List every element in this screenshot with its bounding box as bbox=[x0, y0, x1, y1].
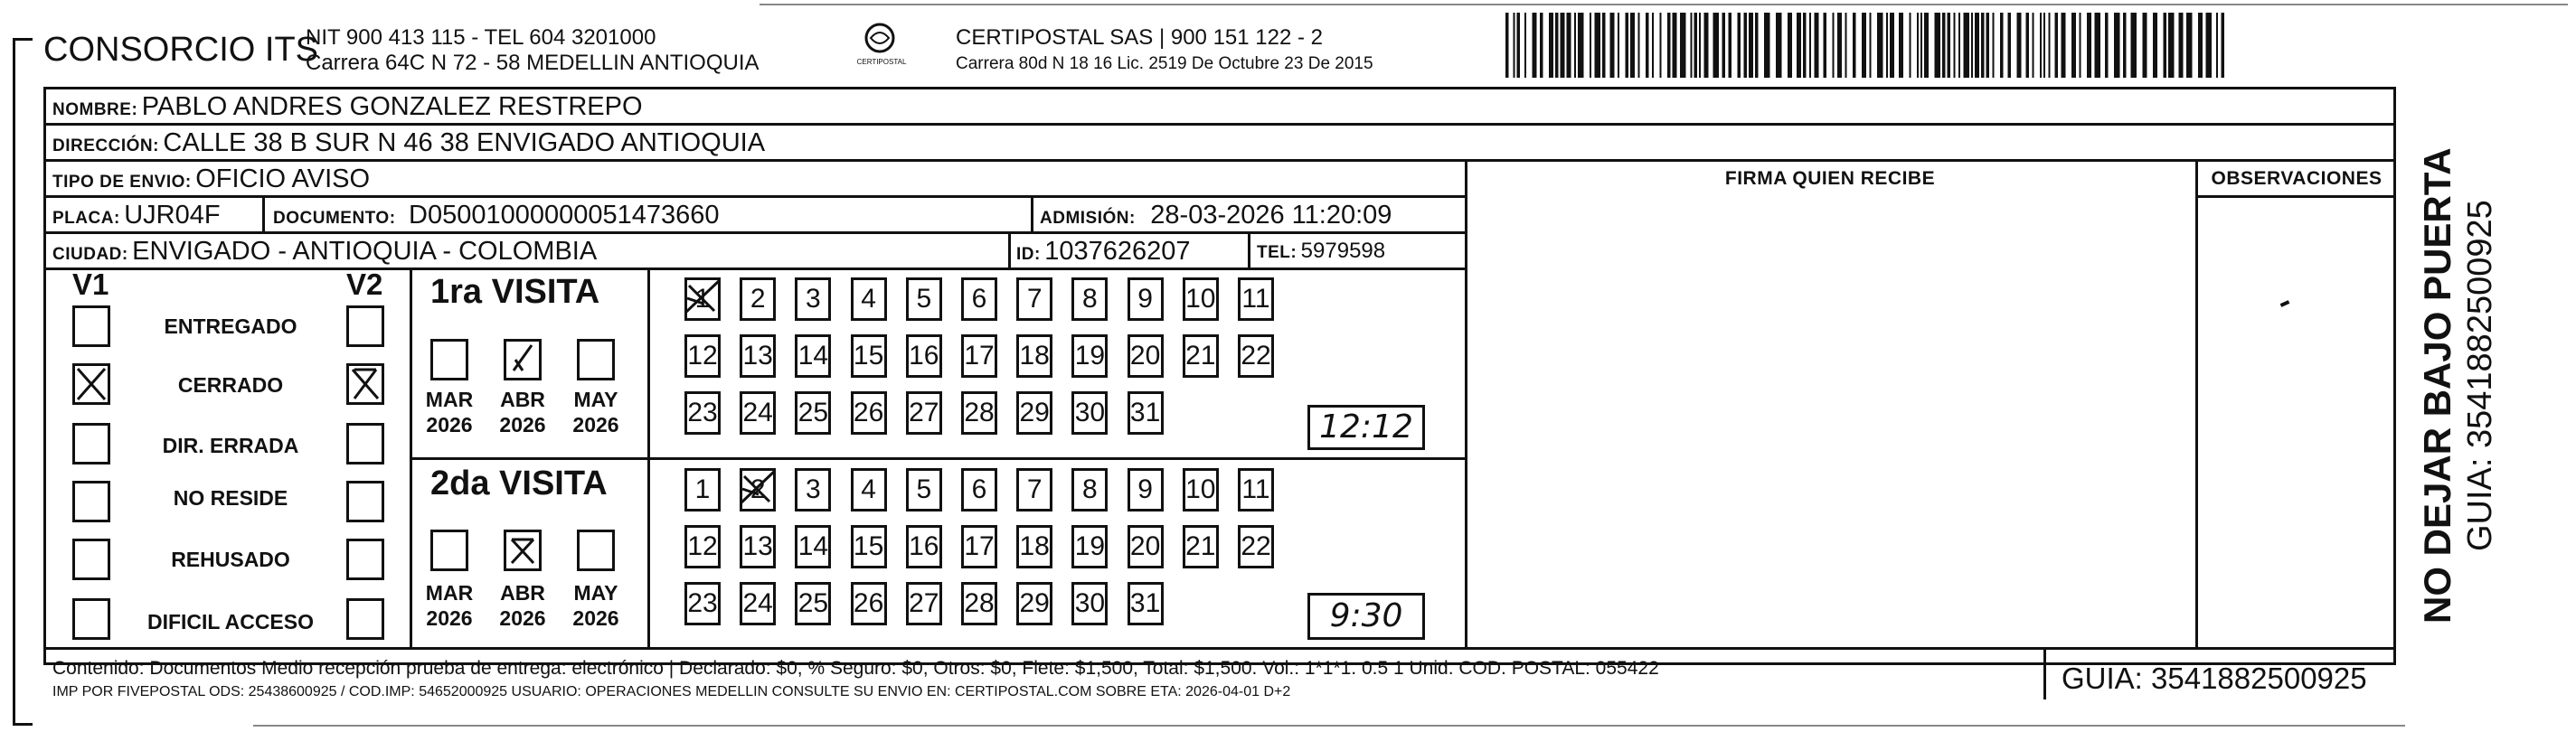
visita-1-day-30[interactable]: 30 bbox=[1071, 391, 1108, 435]
visita-1-may-box[interactable] bbox=[577, 339, 615, 380]
company-line-2: Carrera 64C N 72 - 58 MEDELLIN ANTIOQUIA bbox=[306, 51, 760, 75]
footer-guia: GUIA: 3541882500925 bbox=[2062, 662, 2367, 695]
visita-2-day-10[interactable]: 10 bbox=[1183, 468, 1219, 511]
admision-value: 28-03-2026 11:20:09 bbox=[1150, 201, 1392, 230]
direccion-value: CALLE 38 B SUR N 46 38 ENVIGADO ANTIOQUIA bbox=[163, 128, 766, 157]
documento-label: DOCUMENTO: bbox=[273, 209, 396, 228]
v2-dir-errada-checkbox[interactable] bbox=[346, 423, 384, 465]
observaciones-stroke bbox=[2280, 300, 2290, 307]
id-label: ID: bbox=[1016, 245, 1041, 264]
visita-2-title: 2da VISITA bbox=[430, 465, 608, 502]
visita-2-day-6[interactable]: 6 bbox=[961, 468, 997, 511]
visita-2-time: 9:30 bbox=[1307, 593, 1425, 640]
visita-1-day-25[interactable]: 25 bbox=[795, 391, 831, 435]
tel-label: TEL: bbox=[1257, 243, 1297, 262]
company-name: CONSORCIO ITS bbox=[43, 31, 319, 69]
v1-label: V1 bbox=[72, 267, 109, 301]
visita-1-day-11[interactable]: 11 bbox=[1238, 277, 1274, 321]
side-guia: GUIA: 3541882500925 bbox=[2461, 200, 2499, 551]
visita-2-day-28[interactable]: 28 bbox=[961, 582, 997, 625]
visita-1-day-5[interactable]: 5 bbox=[906, 277, 942, 321]
visita-1-day-14[interactable]: 14 bbox=[795, 334, 831, 378]
visita-2-may-box[interactable] bbox=[577, 530, 615, 571]
visita-1-day-12[interactable]: 12 bbox=[684, 334, 721, 378]
visita-1-day-18[interactable]: 18 bbox=[1016, 334, 1052, 378]
ciudad-value: ENVIGADO - ANTIOQUIA - COLOMBIA bbox=[132, 237, 598, 266]
nombre-label: NOMBRE: bbox=[52, 100, 138, 119]
visita-1-day-27[interactable]: 27 bbox=[906, 391, 942, 435]
placa-value: UJR04F bbox=[124, 201, 221, 230]
visita-2-day-4[interactable]: 4 bbox=[851, 468, 887, 511]
v1-dir-errada-checkbox[interactable] bbox=[72, 423, 110, 465]
visita-1-month-may: MAY 2026 bbox=[572, 388, 619, 436]
firma-label: FIRMA QUIEN RECIBE bbox=[1724, 168, 1936, 189]
status-dificil-acceso: DIFICIL ACCESO bbox=[146, 610, 314, 633]
admision-label: ADMISIÓN: bbox=[1040, 209, 1136, 228]
check-mark-icon bbox=[506, 342, 539, 378]
visita-2-day-23[interactable]: 23 bbox=[684, 582, 721, 625]
visita-2-month-may: MAY 2026 bbox=[572, 581, 619, 630]
visita-2-day-16[interactable]: 16 bbox=[906, 525, 942, 568]
visita-1-day-15[interactable]: 15 bbox=[851, 334, 887, 378]
check-x-icon bbox=[349, 366, 382, 402]
visita-2-day-11[interactable]: 11 bbox=[1238, 468, 1274, 511]
carrier-line-1: CERTIPOSTAL SAS | 900 151 122 - 2 bbox=[956, 25, 1323, 50]
v1-cerrado-checkbox[interactable] bbox=[72, 363, 110, 405]
footer-contenido: Contenido: Documentos Medio recepción prueba de entrega: electrónico | Declarado: $0, % Seguro: $0, Otros: $0, Flete: $1,500, Total: $1,500. Vol.: 1*1*1. 0.5 1 Unid. COD. POSTAL: 055422 bbox=[52, 658, 1659, 679]
placa-label: PLACA: bbox=[52, 209, 120, 228]
visita-1-title: 1ra VISITA bbox=[430, 273, 600, 311]
tel-value: 5979598 bbox=[1300, 239, 1386, 263]
v1-entregado-checkbox[interactable] bbox=[72, 305, 110, 347]
visita-2-day-12[interactable]: 12 bbox=[684, 525, 721, 568]
visita-1-day-3[interactable]: 3 bbox=[795, 277, 831, 321]
visita-2-day-27[interactable]: 27 bbox=[906, 582, 942, 625]
logo-caption: CERTIPOSTAL bbox=[856, 58, 907, 66]
visita-1-day-10[interactable]: 10 bbox=[1183, 277, 1219, 321]
check-x-icon bbox=[75, 366, 108, 402]
visita-1-day-26[interactable]: 26 bbox=[851, 391, 887, 435]
status-rehusado: REHUSADO bbox=[171, 548, 290, 571]
visita-1-mar-box[interactable] bbox=[430, 339, 468, 380]
visita-2-day-1[interactable]: 1 bbox=[684, 468, 721, 511]
v2-entregado-checkbox[interactable] bbox=[346, 305, 384, 347]
visita-1-day-16[interactable]: 16 bbox=[906, 334, 942, 378]
v1-no-reside-checkbox[interactable] bbox=[72, 481, 110, 522]
visita-2-month-mar: MAR 2026 bbox=[425, 581, 474, 630]
visita-1-day-31[interactable]: 31 bbox=[1128, 391, 1164, 435]
check-x-icon bbox=[506, 532, 539, 568]
visita-1-day-21[interactable]: 21 bbox=[1183, 334, 1219, 378]
visita-2-day-30[interactable]: 30 bbox=[1071, 582, 1108, 625]
v2-rehusado-checkbox[interactable] bbox=[346, 539, 384, 580]
visita-1-month-abr: ABR 2026 bbox=[499, 388, 546, 436]
day-check-icon bbox=[682, 277, 723, 318]
visita-1-day-9[interactable]: 9 bbox=[1128, 277, 1164, 321]
status-dir-errada: DIR. ERRADA bbox=[162, 434, 299, 457]
visita-1-day-1[interactable]: 1 bbox=[684, 277, 721, 321]
v1-rehusado-checkbox[interactable] bbox=[72, 539, 110, 580]
visita-2-mar-box[interactable] bbox=[430, 530, 468, 571]
visita-1-day-6[interactable]: 6 bbox=[961, 277, 997, 321]
status-entregado: ENTREGADO bbox=[164, 314, 297, 338]
documento-value: D05001000000051473660 bbox=[409, 201, 720, 230]
nombre-value: PABLO ANDRES GONZALEZ RESTREPO bbox=[141, 92, 643, 121]
visita-1-day-24[interactable]: 24 bbox=[740, 391, 776, 435]
observaciones-label: OBSERVACIONES bbox=[2211, 168, 2383, 189]
visita-2-day-13[interactable]: 13 bbox=[740, 525, 776, 568]
visita-2-day-2[interactable]: 2 bbox=[740, 468, 776, 511]
ciudad-label: CIUDAD: bbox=[52, 245, 128, 264]
visita-2-day-26[interactable]: 26 bbox=[851, 582, 887, 625]
v2-cerrado-checkbox[interactable] bbox=[346, 363, 384, 405]
visita-2-abr-box[interactable] bbox=[504, 530, 542, 571]
visita-1-day-4[interactable]: 4 bbox=[851, 277, 887, 321]
barcode bbox=[1505, 13, 2229, 78]
visita-2-day-29[interactable]: 29 bbox=[1016, 582, 1052, 625]
visita-1-day-22[interactable]: 22 bbox=[1238, 334, 1274, 378]
footer-imp: IMP POR FIVEPOSTAL ODS: 25438600925 / COD.IMP: 54652000925 USUARIO: OPERACIONES MEDELLIN CONSULTE SU ENVIO EN: CERTIPOSTAL.COM SOBRE ETA: 2026-04-01 D+2 bbox=[52, 684, 1291, 699]
visita-2-month-abr: ABR 2026 bbox=[499, 581, 546, 630]
visita-2-day-15[interactable]: 15 bbox=[851, 525, 887, 568]
visita-1-day-29[interactable]: 29 bbox=[1016, 391, 1052, 435]
status-no-reside: NO RESIDE bbox=[173, 486, 288, 510]
side-no-dejar: NO DEJAR BAJO PUERTA bbox=[2416, 147, 2458, 624]
tipo-envio-label: TIPO DE ENVIO: bbox=[52, 173, 192, 192]
visita-2-day-31[interactable]: 31 bbox=[1128, 582, 1164, 625]
visita-1-day-2[interactable]: 2 bbox=[740, 277, 776, 321]
direccion-label: DIRECCIÓN: bbox=[52, 136, 159, 155]
v1-dificil-acceso-checkbox[interactable] bbox=[72, 598, 110, 640]
status-cerrado: CERRADO bbox=[177, 373, 284, 397]
visita-2-day-3[interactable]: 3 bbox=[795, 468, 831, 511]
id-value: 1037626207 bbox=[1044, 237, 1191, 266]
v2-no-reside-checkbox[interactable] bbox=[346, 481, 384, 522]
visita-1-month-mar: MAR 2026 bbox=[425, 388, 474, 436]
visita-2-day-22[interactable]: 22 bbox=[1238, 525, 1274, 568]
visita-2-day-21[interactable]: 21 bbox=[1183, 525, 1219, 568]
carrier-line-2: Carrera 80d N 18 16 Lic. 2519 De Octubre 23 De 2015 bbox=[956, 54, 1373, 73]
v2-label: V2 bbox=[346, 267, 383, 301]
visita-2-day-25[interactable]: 25 bbox=[795, 582, 831, 625]
visita-1-day-7[interactable]: 7 bbox=[1016, 277, 1052, 321]
v2-dificil-acceso-checkbox[interactable] bbox=[346, 598, 384, 640]
visita-2-day-17[interactable]: 17 bbox=[961, 525, 997, 568]
visita-1-day-19[interactable]: 19 bbox=[1071, 334, 1108, 378]
visita-1-day-13[interactable]: 13 bbox=[740, 334, 776, 378]
day-check-icon bbox=[737, 467, 778, 509]
visita-2-day-7[interactable]: 7 bbox=[1016, 468, 1052, 511]
visita-2-day-18[interactable]: 18 bbox=[1016, 525, 1052, 568]
visita-1-day-8[interactable]: 8 bbox=[1071, 277, 1108, 321]
tipo-envio-value: OFICIO AVISO bbox=[195, 164, 371, 193]
visita-2-day-19[interactable]: 19 bbox=[1071, 525, 1108, 568]
certipostal-logo-icon bbox=[863, 22, 896, 54]
visita-1-day-23[interactable]: 23 bbox=[684, 391, 721, 435]
visita-2-day-5[interactable]: 5 bbox=[906, 468, 942, 511]
visita-2-day-14[interactable]: 14 bbox=[795, 525, 831, 568]
visita-2-day-8[interactable]: 8 bbox=[1071, 468, 1108, 511]
company-line-1: NIT 900 413 115 - TEL 604 3201000 bbox=[306, 25, 656, 50]
visita-1-day-28[interactable]: 28 bbox=[961, 391, 997, 435]
visita-2-day-9[interactable]: 9 bbox=[1128, 468, 1164, 511]
visita-1-time: 12:12 bbox=[1307, 405, 1425, 450]
visita-1-abr-box[interactable] bbox=[504, 339, 542, 380]
visita-1-day-17[interactable]: 17 bbox=[961, 334, 997, 378]
visita-2-day-20[interactable]: 20 bbox=[1128, 525, 1164, 568]
visita-1-day-20[interactable]: 20 bbox=[1128, 334, 1164, 378]
visita-2-day-24[interactable]: 24 bbox=[740, 582, 776, 625]
